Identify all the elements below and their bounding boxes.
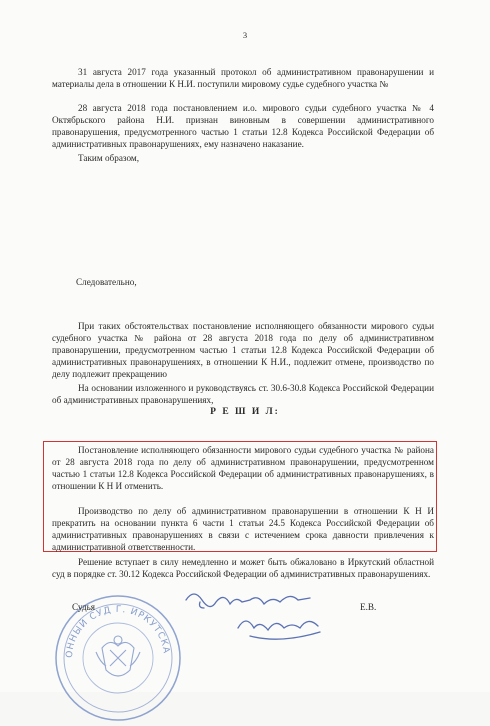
page-number: 3 — [242, 30, 248, 40]
coat-of-arms-icon — [96, 636, 140, 676]
decision-heading: Р Е Ш И Л: — [210, 407, 280, 417]
paragraph-text: На основании изложенного и руководствуясь ст. 30.6-30.8 Кодекса Российской Федерации об административных правонарушениях, — [52, 383, 434, 405]
paragraph-text: Решение вступает в силу немедленно и может быть обжаловано в Иркутский областной суд в порядке ст. 30.12 Кодекса Российской Федерации об административных правонарушениях. — [52, 557, 434, 579]
paragraph-text: При таких обстоятельствах постановление исполняющего обязанности мирового судьи судебного участка № района от 28 августа 2018 года по делу об административном правонарушении, предусмотренном частью 1 статьи 12.8 Кодекса Российской Федерации об административных правонарушениях, в отношении К Н.И., подлежит отмене, производство по делу подлежит прекращению — [52, 321, 434, 379]
paragraph-circumstances — [52, 320, 434, 380]
svg-text:ОННЫЙ СУД Г. ИРКУТСКА — [65, 605, 171, 658]
judge-signature — [180, 586, 350, 652]
paragraph-thus — [52, 152, 434, 164]
paragraph-text: Таким образом, — [78, 153, 139, 163]
signature-line — [72, 602, 432, 612]
paragraph-therefore — [76, 276, 458, 288]
paragraph-received — [52, 66, 434, 90]
signature-label: Судья — [72, 602, 96, 612]
paragraph-text: 31 августа 2017 года указанный протокол об административном правонарушении и материалы дела в отношении К Н.И. поступили мировому судье судебного участка № — [52, 67, 434, 89]
paragraph-text: 28 августа 2018 года постановлением и.о. мирового судьи судебного участка № 4 Октябрьского района Н.И. признан виновным в совершении административного правонарушения, предусмотренного частью 1 статьи 12.8 Кодекса Российской Федерации об административных правонарушениях, ему назначено наказание. — [52, 103, 434, 149]
decision-item-cancel — [52, 444, 434, 492]
paragraph-appeal — [52, 556, 434, 580]
decision-item-terminate — [52, 505, 434, 553]
paragraph-basis — [52, 382, 434, 406]
paragraph-text: Производство по делу об административном правонарушении в отношении К Н И прекратить на основании пункта 6 части 1 статьи 24.5 Кодекса Российской Федерации об административных правонарушениях в связи с истечением срока давности привлечения к административной ответственности. — [52, 506, 434, 552]
judge-initials: Е.В. — [360, 602, 377, 612]
paragraph-text: Постановление исполняющего обязанности мирового судьи судебного участка № района от 28 августа 2018 года по делу об административном правонарушении, предусмотренном частью 1 статьи 12.8 Кодекса Российской Федерации об административных правонарушениях, в отношении К Н И отменить. — [52, 445, 434, 491]
paragraph-text: Следовательно, — [76, 277, 137, 287]
paragraph-ruling-2018 — [52, 102, 434, 150]
seal-text: ОННЫЙ СУД Г. ИРКУТСКА — [64, 604, 171, 659]
